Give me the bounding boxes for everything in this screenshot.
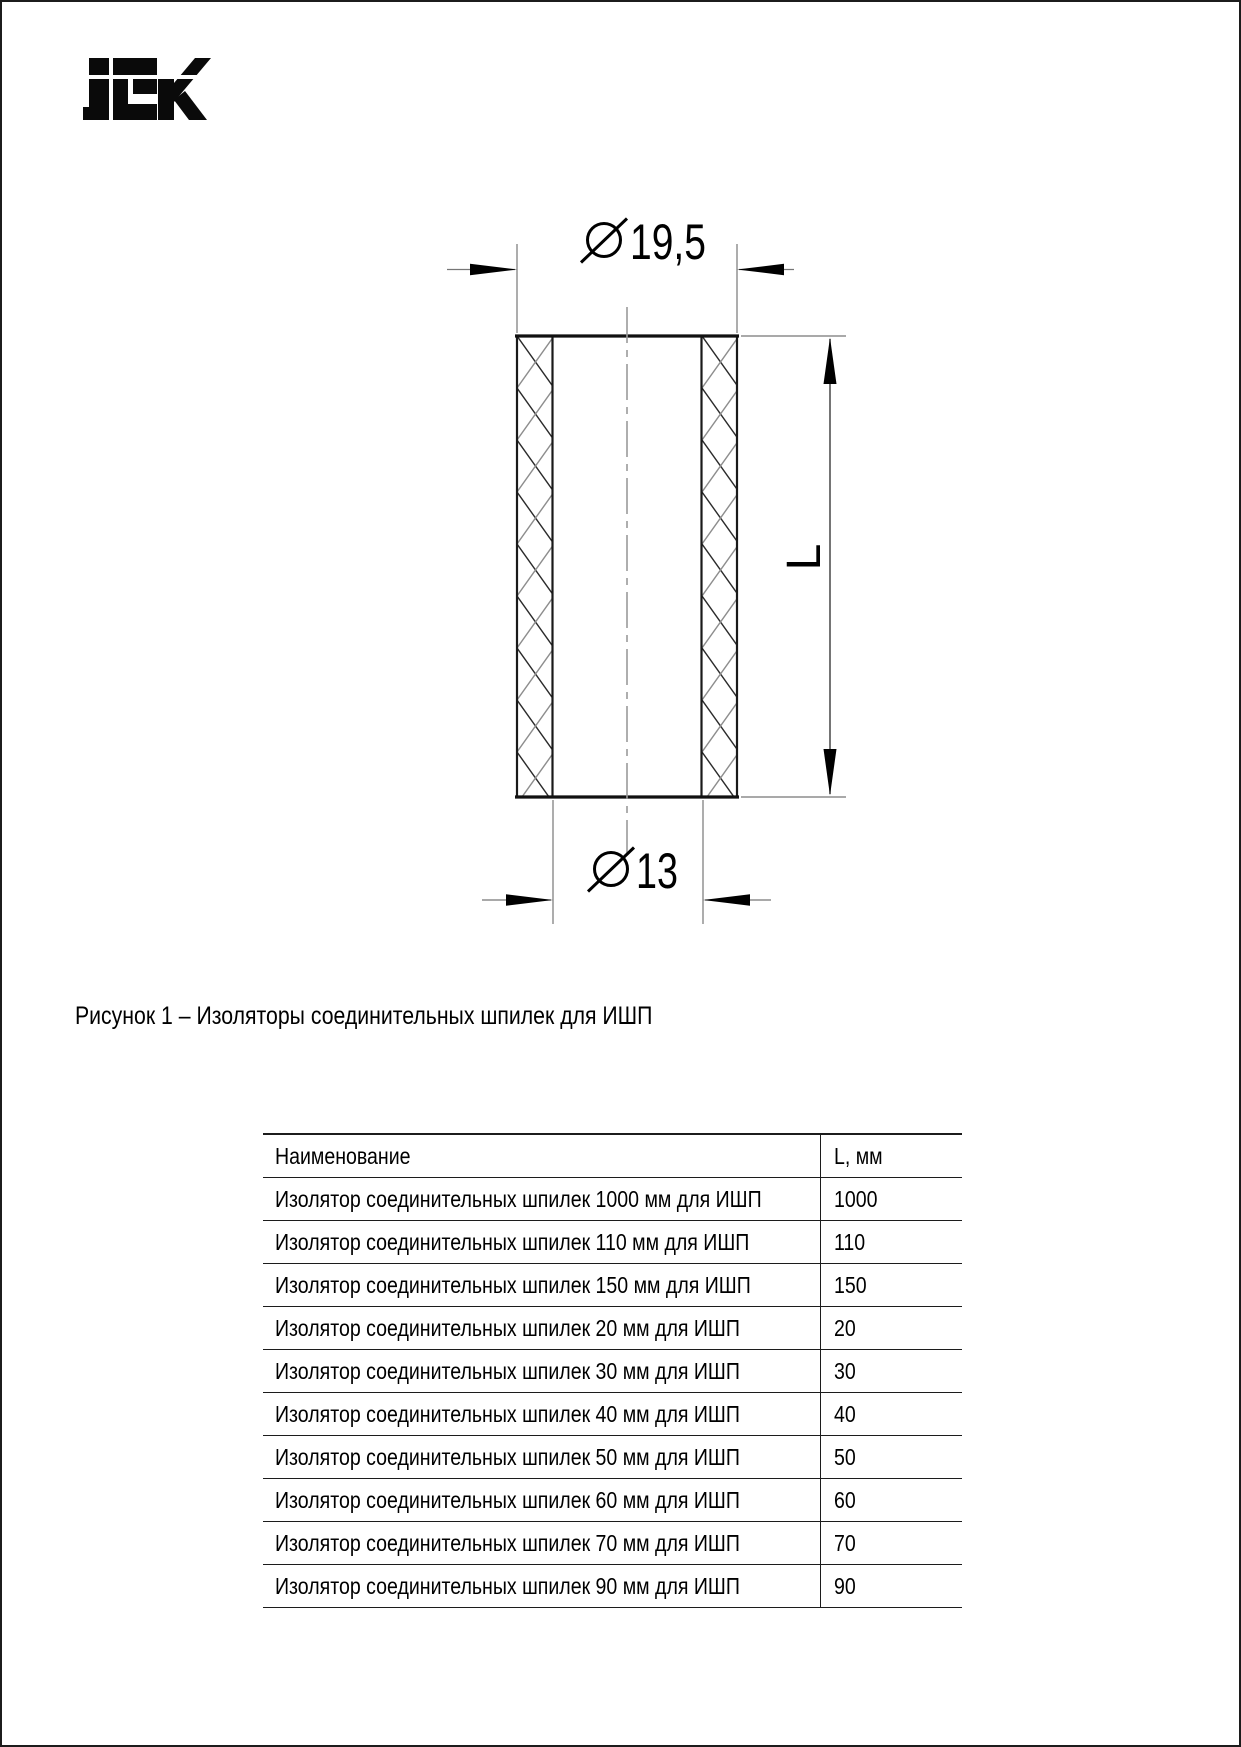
dimension-arrow bbox=[703, 894, 750, 905]
table-row bbox=[263, 1436, 962, 1479]
table-header-row bbox=[263, 1134, 962, 1178]
product-name-cell: Изолятор соединительных шпилек 70 мм для ИШП bbox=[263, 1522, 820, 1565]
length-dimension bbox=[741, 336, 846, 797]
length-value-cell: 40 bbox=[820, 1393, 962, 1436]
length-label: L bbox=[778, 543, 831, 571]
table-row bbox=[263, 1565, 962, 1608]
length-value-cell: 70 bbox=[820, 1522, 962, 1565]
product-name-cell: Изолятор соединительных шпилек 60 мм для ИШП bbox=[263, 1479, 820, 1522]
length-value-cell: 150 bbox=[820, 1264, 962, 1307]
inner-diameter-dimension bbox=[482, 800, 771, 924]
outer-diameter-label: 19,5 bbox=[630, 214, 706, 270]
table-row bbox=[263, 1393, 962, 1436]
table-row bbox=[263, 1479, 962, 1522]
cylinder-section bbox=[515, 307, 739, 853]
outer-diameter-dimension bbox=[447, 214, 794, 333]
product-name-cell: Изолятор соединительных шпилек 30 мм для ИШП bbox=[263, 1350, 820, 1393]
column-header-length: L, мм bbox=[820, 1134, 962, 1178]
length-value-cell: 1000 bbox=[820, 1178, 962, 1221]
inner-diameter-label: 13 bbox=[636, 843, 678, 899]
figure-caption-text: Рисунок 1 – Изоляторы соединительных шпилек для ИШП bbox=[75, 1002, 653, 1030]
dimension-arrow bbox=[824, 749, 837, 796]
length-value-cell: 60 bbox=[820, 1479, 962, 1522]
product-name-cell: Изолятор соединительных шпилек 90 мм для ИШП bbox=[263, 1565, 820, 1608]
table-row bbox=[263, 1307, 962, 1350]
dimension-arrow bbox=[737, 264, 784, 275]
diameter-symbol-icon bbox=[581, 219, 627, 263]
product-table bbox=[263, 1133, 962, 1608]
length-value-cell: 30 bbox=[820, 1350, 962, 1393]
table-row bbox=[263, 1264, 962, 1307]
length-value-cell: 110 bbox=[820, 1221, 962, 1264]
table-row bbox=[263, 1522, 962, 1565]
dimension-arrow bbox=[506, 894, 553, 905]
product-name-cell: Изолятор соединительных шпилек 40 мм для ИШП bbox=[263, 1393, 820, 1436]
left-wall-hatch bbox=[517, 336, 553, 797]
table-row bbox=[263, 1178, 962, 1221]
length-value-cell: 90 bbox=[820, 1565, 962, 1608]
diameter-symbol-icon bbox=[588, 848, 634, 892]
product-name-cell: Изолятор соединительных шпилек 20 мм для ИШП bbox=[263, 1307, 820, 1350]
table-row bbox=[263, 1221, 962, 1264]
column-header-name: Наименование bbox=[263, 1134, 820, 1178]
right-wall-hatch bbox=[702, 336, 738, 797]
dimension-arrow bbox=[824, 338, 837, 385]
product-name-cell: Изолятор соединительных шпилек 50 мм для ИШП bbox=[263, 1436, 820, 1479]
figure-caption bbox=[75, 1002, 754, 1031]
product-name-cell: Изолятор соединительных шпилек 110 мм для ИШП bbox=[263, 1221, 820, 1264]
product-name-cell: Изолятор соединительных шпилек 150 мм для ИШП bbox=[263, 1264, 820, 1307]
table-row bbox=[263, 1350, 962, 1393]
length-value-cell: 50 bbox=[820, 1436, 962, 1479]
dimension-arrow bbox=[470, 264, 517, 275]
length-value-cell: 20 bbox=[820, 1307, 962, 1350]
product-name-cell: Изолятор соединительных шпилек 1000 мм для ИШП bbox=[263, 1178, 820, 1221]
